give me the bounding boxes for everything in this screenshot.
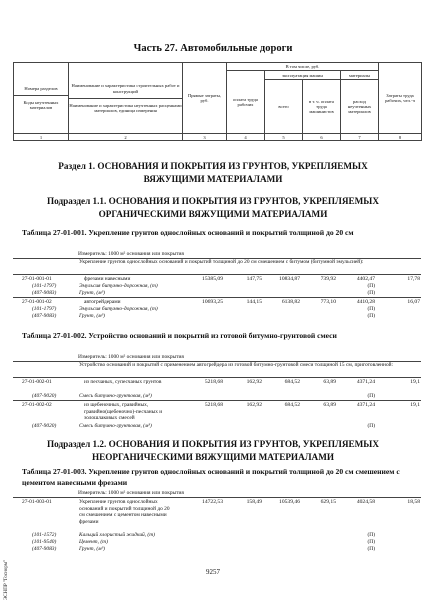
row-name: фрезами навесными [84, 276, 131, 282]
resource-value: (П) [367, 539, 375, 545]
row-code: 27-01-002-02 [22, 402, 52, 408]
table-title: Таблица 27-01-003. Укрепление грунтов однослойных оснований и покрытий толщиной до 20 см смешением с цементом навесными фрезами [22, 467, 400, 487]
header-col7: расход неучтенных материалов [341, 79, 379, 134]
row-materials: 4371,24 [356, 379, 375, 385]
row-hours: 18,58 [407, 499, 420, 505]
resource-code: (407-9020) [32, 393, 57, 399]
table-rule [13, 274, 421, 275]
row-machines: 10834,87 [279, 276, 300, 282]
row-labor: 162,92 [246, 379, 262, 385]
table-rule [13, 297, 421, 298]
row-code: 27-01-003-01 [22, 499, 52, 505]
row-direct: 5218,68 [204, 379, 223, 385]
resource-code: (407-9083) [32, 313, 57, 319]
col-number: 3 [183, 134, 227, 141]
row-materials: 4024,58 [356, 499, 375, 505]
row-machines: 684,52 [284, 402, 300, 408]
resource-code: (101-1797) [32, 283, 57, 289]
row-labor: 162,92 [246, 402, 262, 408]
resource-code: (407-9020) [32, 423, 57, 429]
header-col4: оплата труда рабочих [227, 71, 265, 134]
resource-name: Грунт, (м³) [79, 546, 105, 552]
row-name: из песчаных, супесчаных грунтов [84, 379, 162, 385]
header-exploitation: эксплуатация машин [265, 71, 341, 79]
row-hours: 17,78 [407, 276, 420, 282]
resource-code: (101-1572) [32, 532, 57, 538]
resource-code: (407-9083) [32, 290, 57, 296]
resource-code: (407-9083) [32, 546, 57, 552]
header-col2: Наименование и характеристика строительных работ и конструкций Наименование и характеристика неучтенных расценками материалов, единица измерения [69, 63, 183, 134]
row-operators: 63,89 [323, 402, 336, 408]
row-labor: 158,49 [246, 499, 262, 505]
header-col6: в т. ч. оплата труда машинистов [303, 79, 341, 134]
table-title: Таблица 27-01-001. Укрепление грунтов однослойных оснований и покрытий толщиной до 20 см [22, 228, 354, 237]
col-number: 6 [303, 134, 341, 141]
subsection-title: Подраздел 1.1. ОСНОВАНИЯ И ПОКРЫТИЯ ИЗ ГРУНТОВ, УКРЕПЛЯЕМЫХ ОРГАНИЧЕСКИМИ ВЯЖУЩИМИ МАТЕРИАЛАМИ [47, 196, 379, 219]
resource-value: (П) [367, 393, 375, 399]
table-measure: Измеритель: 1000 м² основания или покрытия [78, 490, 184, 496]
row-materials: 4371,24 [356, 402, 375, 408]
side-publisher-text: ЭСНПР "Госнорм" [4, 559, 9, 600]
resource-value: (П) [367, 290, 375, 296]
header-materials: материалы [341, 71, 379, 79]
row-materials: 4402,47 [356, 276, 375, 282]
column-header-table [13, 62, 422, 141]
resource-value: (П) [367, 423, 375, 429]
row-direct: 10693,25 [202, 299, 223, 305]
row-hours: 19,1 [410, 379, 420, 385]
col-number: 8 [379, 134, 422, 141]
table-rule [13, 400, 421, 401]
header-col8: Затраты труда рабочих, чел.-ч [379, 63, 422, 134]
row-machines: 684,52 [284, 379, 300, 385]
page-number: 9257 [206, 568, 220, 576]
row-code: 27-01-001-01 [22, 276, 52, 282]
row-labor: 147,75 [246, 276, 262, 282]
row-operators: 63,89 [323, 379, 336, 385]
resource-name: Эмульсия битумно-дорожная, (т) [79, 283, 158, 289]
resource-value: (П) [367, 313, 375, 319]
header-col5: всего [265, 79, 303, 134]
row-direct: 5218,68 [204, 402, 223, 408]
resource-value: (П) [367, 306, 375, 312]
resource-name: Грунт, (м³) [79, 313, 105, 319]
resource-code: (101-1797) [32, 306, 57, 312]
row-hours: 19,1 [410, 402, 420, 408]
table-measure: Измеритель: 1000 м² основания или покрытия [78, 354, 184, 360]
resource-name: Смесь битумно-грунтовая, (м³) [79, 393, 152, 399]
row-name: из щебеночных, гравийных, гравийно(щебеночно)-песчаных и золошлаковых смесей [84, 402, 163, 422]
table-description: Устройство оснований и покрытий с применением автогрейдера из готовой битумно-грунтовой смеси толщиной 15 см, приготовленной: [79, 362, 394, 368]
header-col3: Прямые затраты, руб. [183, 63, 227, 134]
row-machines: 10539,46 [279, 499, 300, 505]
table-rule [13, 497, 421, 498]
col-number: 4 [227, 134, 265, 141]
resource-value: (П) [367, 546, 375, 552]
row-machines: 6138,82 [281, 299, 300, 305]
row-name: автогрейдерами [84, 299, 121, 305]
col-number: 2 [69, 134, 183, 141]
header-col1: Номера разделов Коды неучтенных материалов [14, 63, 69, 134]
resource-name: Смесь битумно-грунтовая, (м³) [79, 423, 152, 429]
col-number: 7 [341, 134, 379, 141]
part-title: Часть 27. Автомобильные дороги [133, 43, 293, 54]
row-direct: 14722,53 [202, 499, 223, 505]
table-measure: Измеритель: 1000 м² основания или покрытия [78, 251, 184, 257]
col-number: 5 [265, 134, 303, 141]
resource-value: (П) [367, 283, 375, 289]
row-hours: 16,07 [407, 299, 420, 305]
resource-name: Кальций хлористый жидкий, (т) [79, 532, 155, 538]
table-title: Таблица 27-01-002. Устройство оснований и покрытий из готовой битумно-грунтовой смеси [22, 331, 337, 340]
col-number: 1 [14, 134, 69, 141]
resource-name: Эмульсия битумно-дорожная, (т) [79, 306, 158, 312]
row-code: 27-01-002-01 [22, 379, 52, 385]
table-description: Укрепление грунтов однослойных оснований и покрытий толщиной до 20 см смешением с битумом (битумной эмульсией): [79, 259, 364, 265]
resource-name: Грунт, (м³) [79, 290, 105, 296]
row-operators: 739,92 [320, 276, 336, 282]
row-code: 27-01-001-02 [22, 299, 52, 305]
row-materials: 4410,28 [356, 299, 375, 305]
row-operators: 773,10 [320, 299, 336, 305]
section-title: Раздел 1. ОСНОВАНИЯ И ПОКРЫТИЯ ИЗ ГРУНТОВ, УКРЕПЛЯЕМЫХ ВЯЖУЩИМИ МАТЕРИАЛАМИ [58, 161, 368, 184]
row-operators: 629,15 [320, 499, 336, 505]
resource-value: (П) [367, 532, 375, 538]
row-name: Укрепление грунтов однослойных оснований и покрытий толщиной до 20 см смешением с цементом навесными фрезами [79, 499, 170, 525]
resource-name: Цемент, (т) [79, 539, 108, 545]
row-direct: 15385,09 [202, 276, 223, 282]
row-labor: 144,15 [246, 299, 262, 305]
subsection-title: Подраздел 1.2. ОСНОВАНИЯ И ПОКРЫТИЯ ИЗ ГРУНТОВ, УКРЕПЛЯЕМЫХ НЕОРГАНИЧЕСКИМИ ВЯЖУЩИМИ МАТЕРИАЛАМИ [47, 439, 379, 462]
table-rule [13, 377, 421, 378]
resource-code: (101-9540) [32, 539, 57, 545]
header-group: В том числе, руб. [227, 63, 379, 71]
